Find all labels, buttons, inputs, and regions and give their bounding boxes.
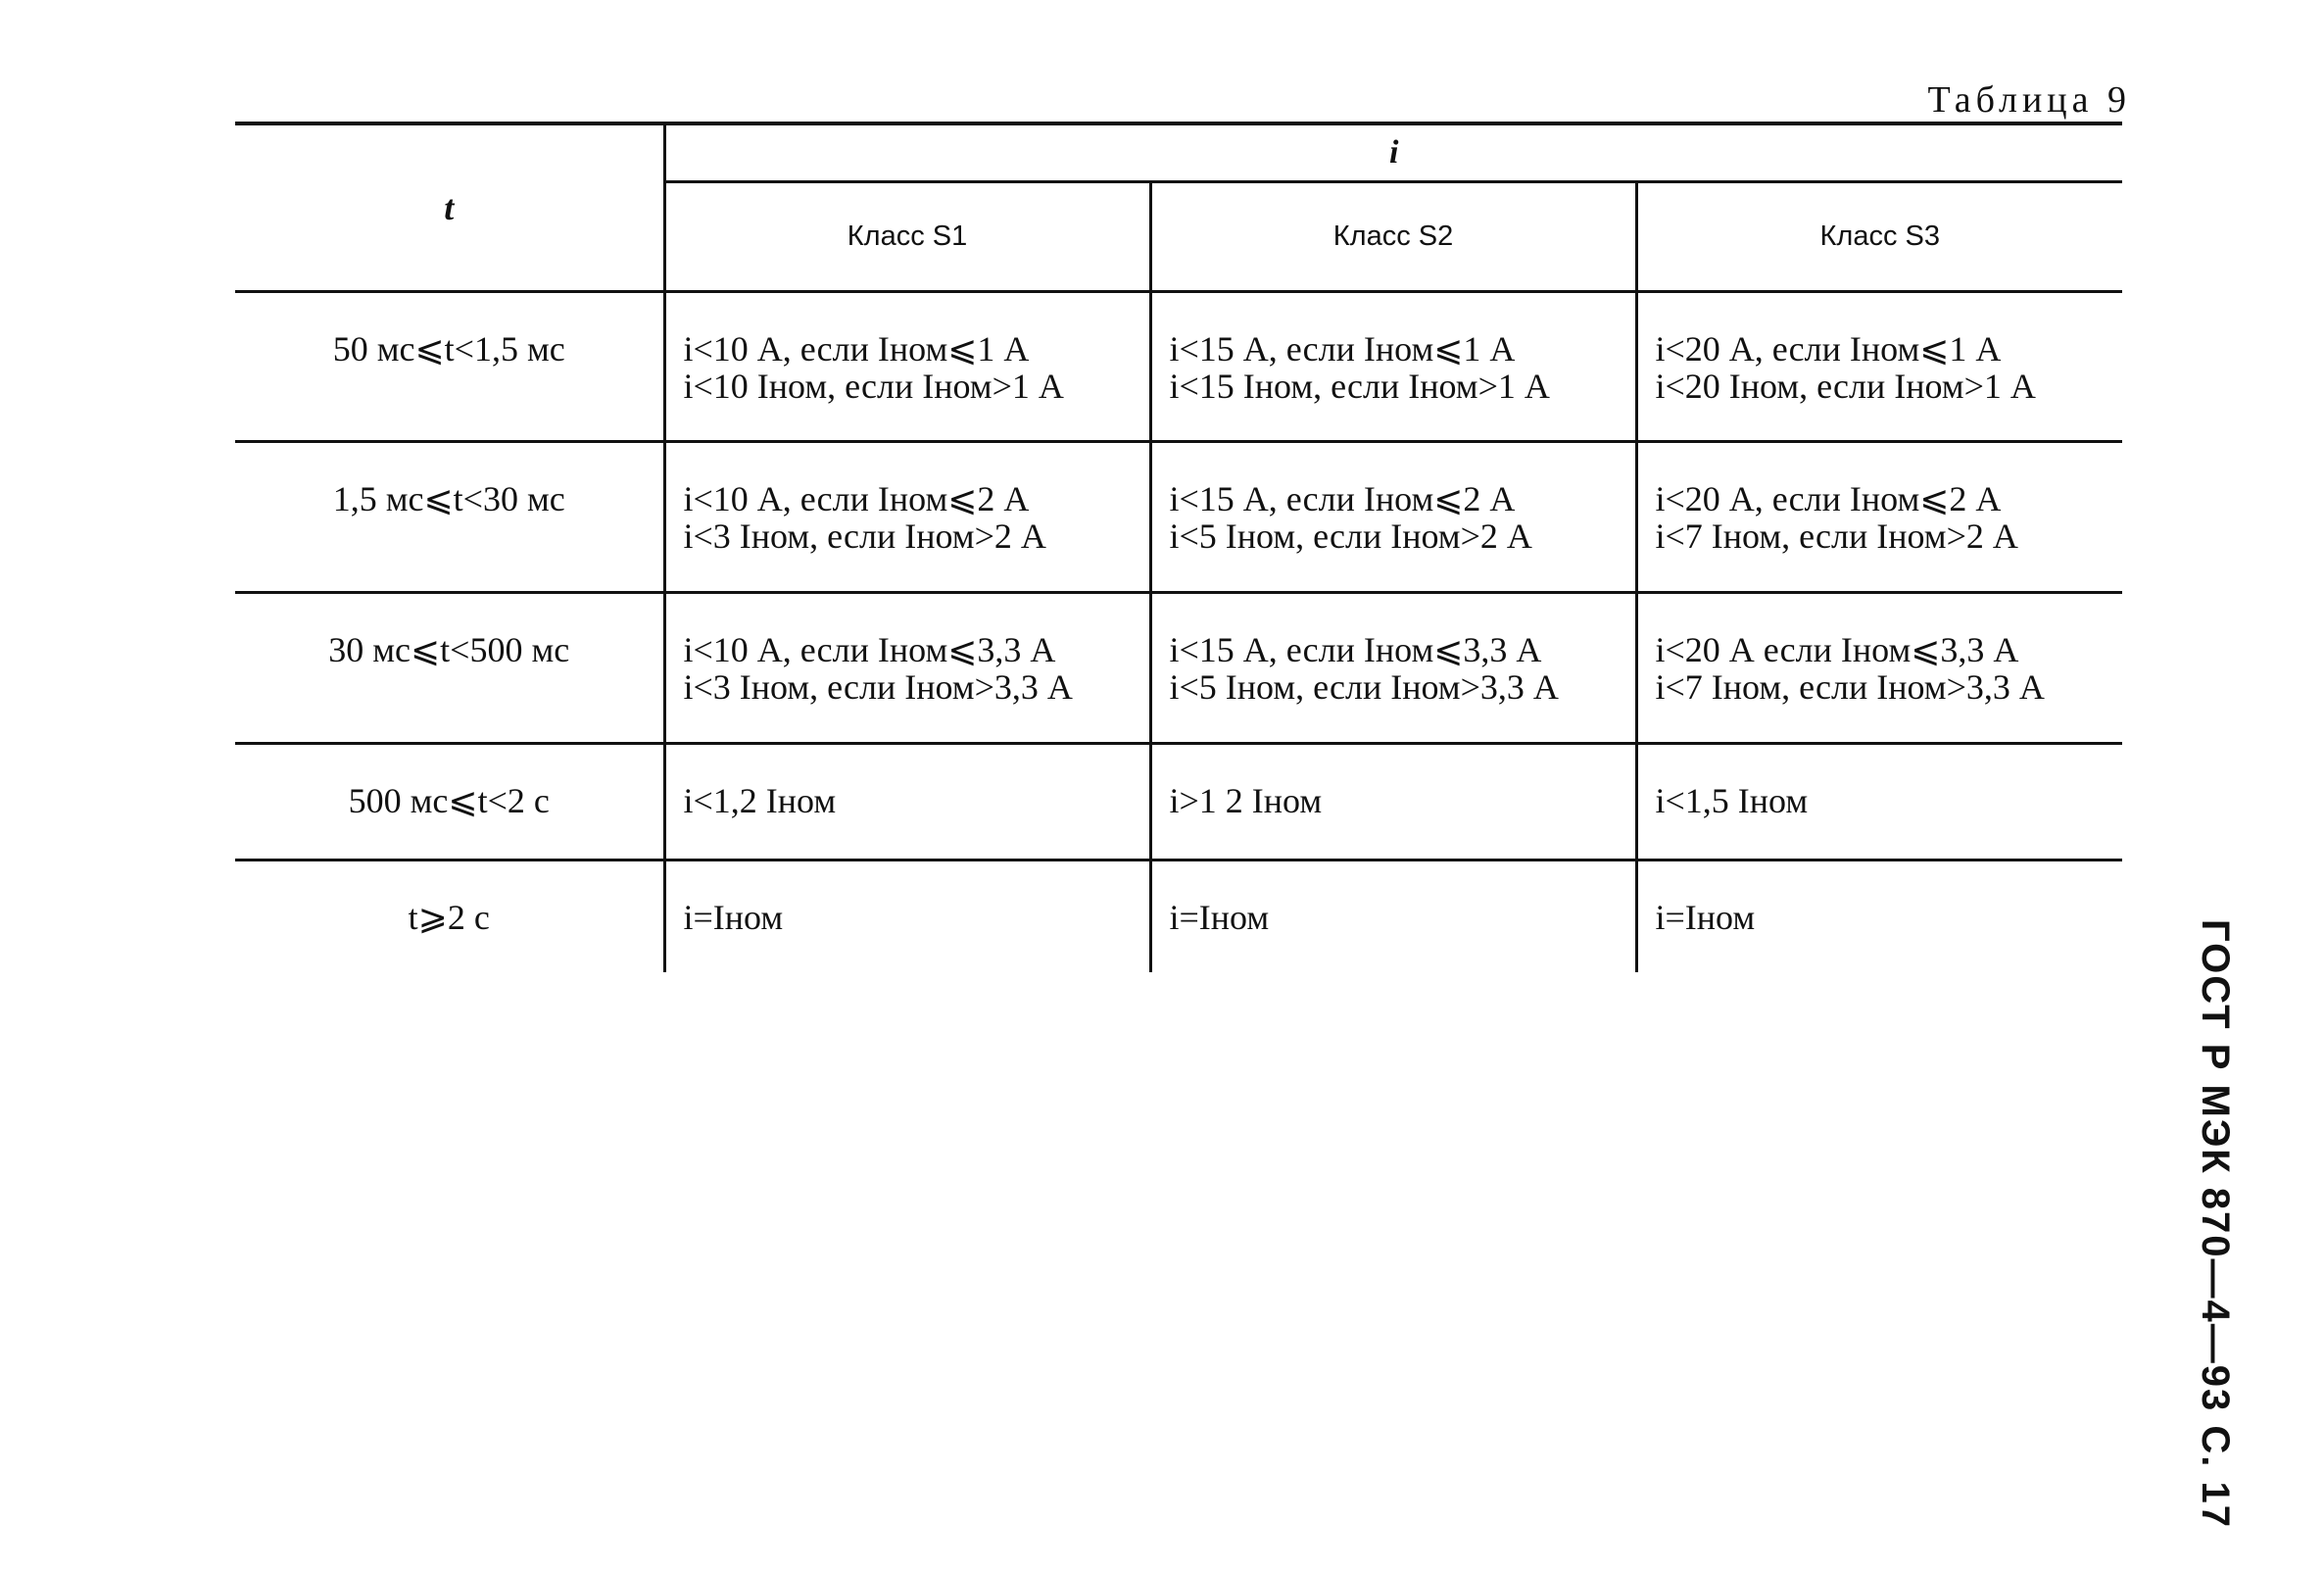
current-limits-table bbox=[235, 122, 2122, 972]
class-s2-cell bbox=[1150, 744, 1636, 860]
t-column-header: t bbox=[235, 123, 664, 292]
condition-line: i<20 Iном, если Iном>1 А bbox=[1655, 367, 2036, 406]
class-s3-cell bbox=[1636, 292, 2122, 442]
t-range-cell: t⩾2 с bbox=[235, 860, 664, 973]
table-row bbox=[235, 860, 2122, 973]
class-s2-cell bbox=[1150, 860, 1636, 973]
t-range-cell: 500 мс⩽t<2 с bbox=[235, 744, 664, 860]
condition-line: i<15 Iном, если Iном>1 А bbox=[1169, 367, 1550, 406]
condition-line: i<10 А, если Iном⩽1 А bbox=[683, 329, 1030, 369]
condition-line: i<3 Iном, если Iном>3,3 А bbox=[683, 667, 1073, 707]
class-s1-cell bbox=[664, 744, 1150, 860]
condition-line: i<1,5 Iном bbox=[1655, 781, 1809, 820]
condition-line: i=Iном bbox=[1655, 898, 1756, 937]
condition-line: i<15 А, если Iном⩽2 А bbox=[1169, 479, 1516, 518]
class-s1-header: Класс S1 bbox=[664, 182, 1150, 292]
class-s3-cell bbox=[1636, 442, 2122, 593]
table-row bbox=[235, 744, 2122, 860]
class-s2-cell bbox=[1150, 442, 1636, 593]
t-range-cell: 1,5 мс⩽t<30 мс bbox=[235, 442, 664, 593]
class-s3-cell bbox=[1636, 744, 2122, 860]
t-range-cell: 50 мс⩽t<1,5 мс bbox=[235, 292, 664, 442]
condition-line: i<3 Iном, если Iном>2 А bbox=[683, 516, 1046, 556]
header-row-top bbox=[235, 123, 2122, 182]
condition-line: i<7 Iном, если Iном>3,3 А bbox=[1655, 667, 2045, 707]
table-row bbox=[235, 292, 2122, 442]
condition-line: i>1 2 Iном bbox=[1169, 781, 1323, 820]
table-row bbox=[235, 442, 2122, 593]
condition-line: i<7 Iном, если Iном>2 А bbox=[1655, 516, 2018, 556]
condition-line: i<10 Iном, если Iном>1 А bbox=[683, 367, 1064, 406]
table-caption: Таблица 9 bbox=[1927, 79, 2131, 121]
class-s1-cell bbox=[664, 593, 1150, 744]
condition-line: i<1,2 Iном bbox=[683, 781, 837, 820]
condition-line: i<10 А, если Iном⩽3,3 А bbox=[683, 630, 1056, 669]
class-s2-cell bbox=[1150, 292, 1636, 442]
class-s3-header: Класс S3 bbox=[1636, 182, 2122, 292]
condition-line: i<5 Iном, если Iном>2 А bbox=[1169, 516, 1532, 556]
class-s3-cell bbox=[1636, 860, 2122, 973]
condition-line: i<15 А, если Iном⩽3,3 А bbox=[1169, 630, 1542, 669]
class-s1-cell bbox=[664, 292, 1150, 442]
class-s1-cell bbox=[664, 442, 1150, 593]
condition-line: i<10 А, если Iном⩽2 А bbox=[683, 479, 1030, 518]
class-s1-cell bbox=[664, 860, 1150, 973]
class-s2-cell bbox=[1150, 593, 1636, 744]
condition-line: i<20 А если Iном⩽3,3 А bbox=[1655, 630, 2019, 669]
condition-line: i<20 А, если Iном⩽2 А bbox=[1655, 479, 2002, 518]
condition-line: i<5 Iном, если Iном>3,3 А bbox=[1169, 667, 1559, 707]
class-s3-cell bbox=[1636, 593, 2122, 744]
condition-line: i=Iном bbox=[683, 898, 784, 937]
condition-line: i<15 А, если Iном⩽1 А bbox=[1169, 329, 1516, 369]
condition-line: i=Iном bbox=[1169, 898, 1270, 937]
current-limits-table-container bbox=[235, 122, 2121, 972]
i-column-header: i bbox=[664, 123, 2122, 182]
class-s2-header: Класс S2 bbox=[1150, 182, 1636, 292]
condition-line: i<20 А, если Iном⩽1 А bbox=[1655, 329, 2002, 369]
page-side-label: ГОСТ Р МЭК 870—4—93 С. 17 bbox=[2194, 919, 2237, 1529]
t-range-cell: 30 мс⩽t<500 мс bbox=[235, 593, 664, 744]
table-row bbox=[235, 593, 2122, 744]
